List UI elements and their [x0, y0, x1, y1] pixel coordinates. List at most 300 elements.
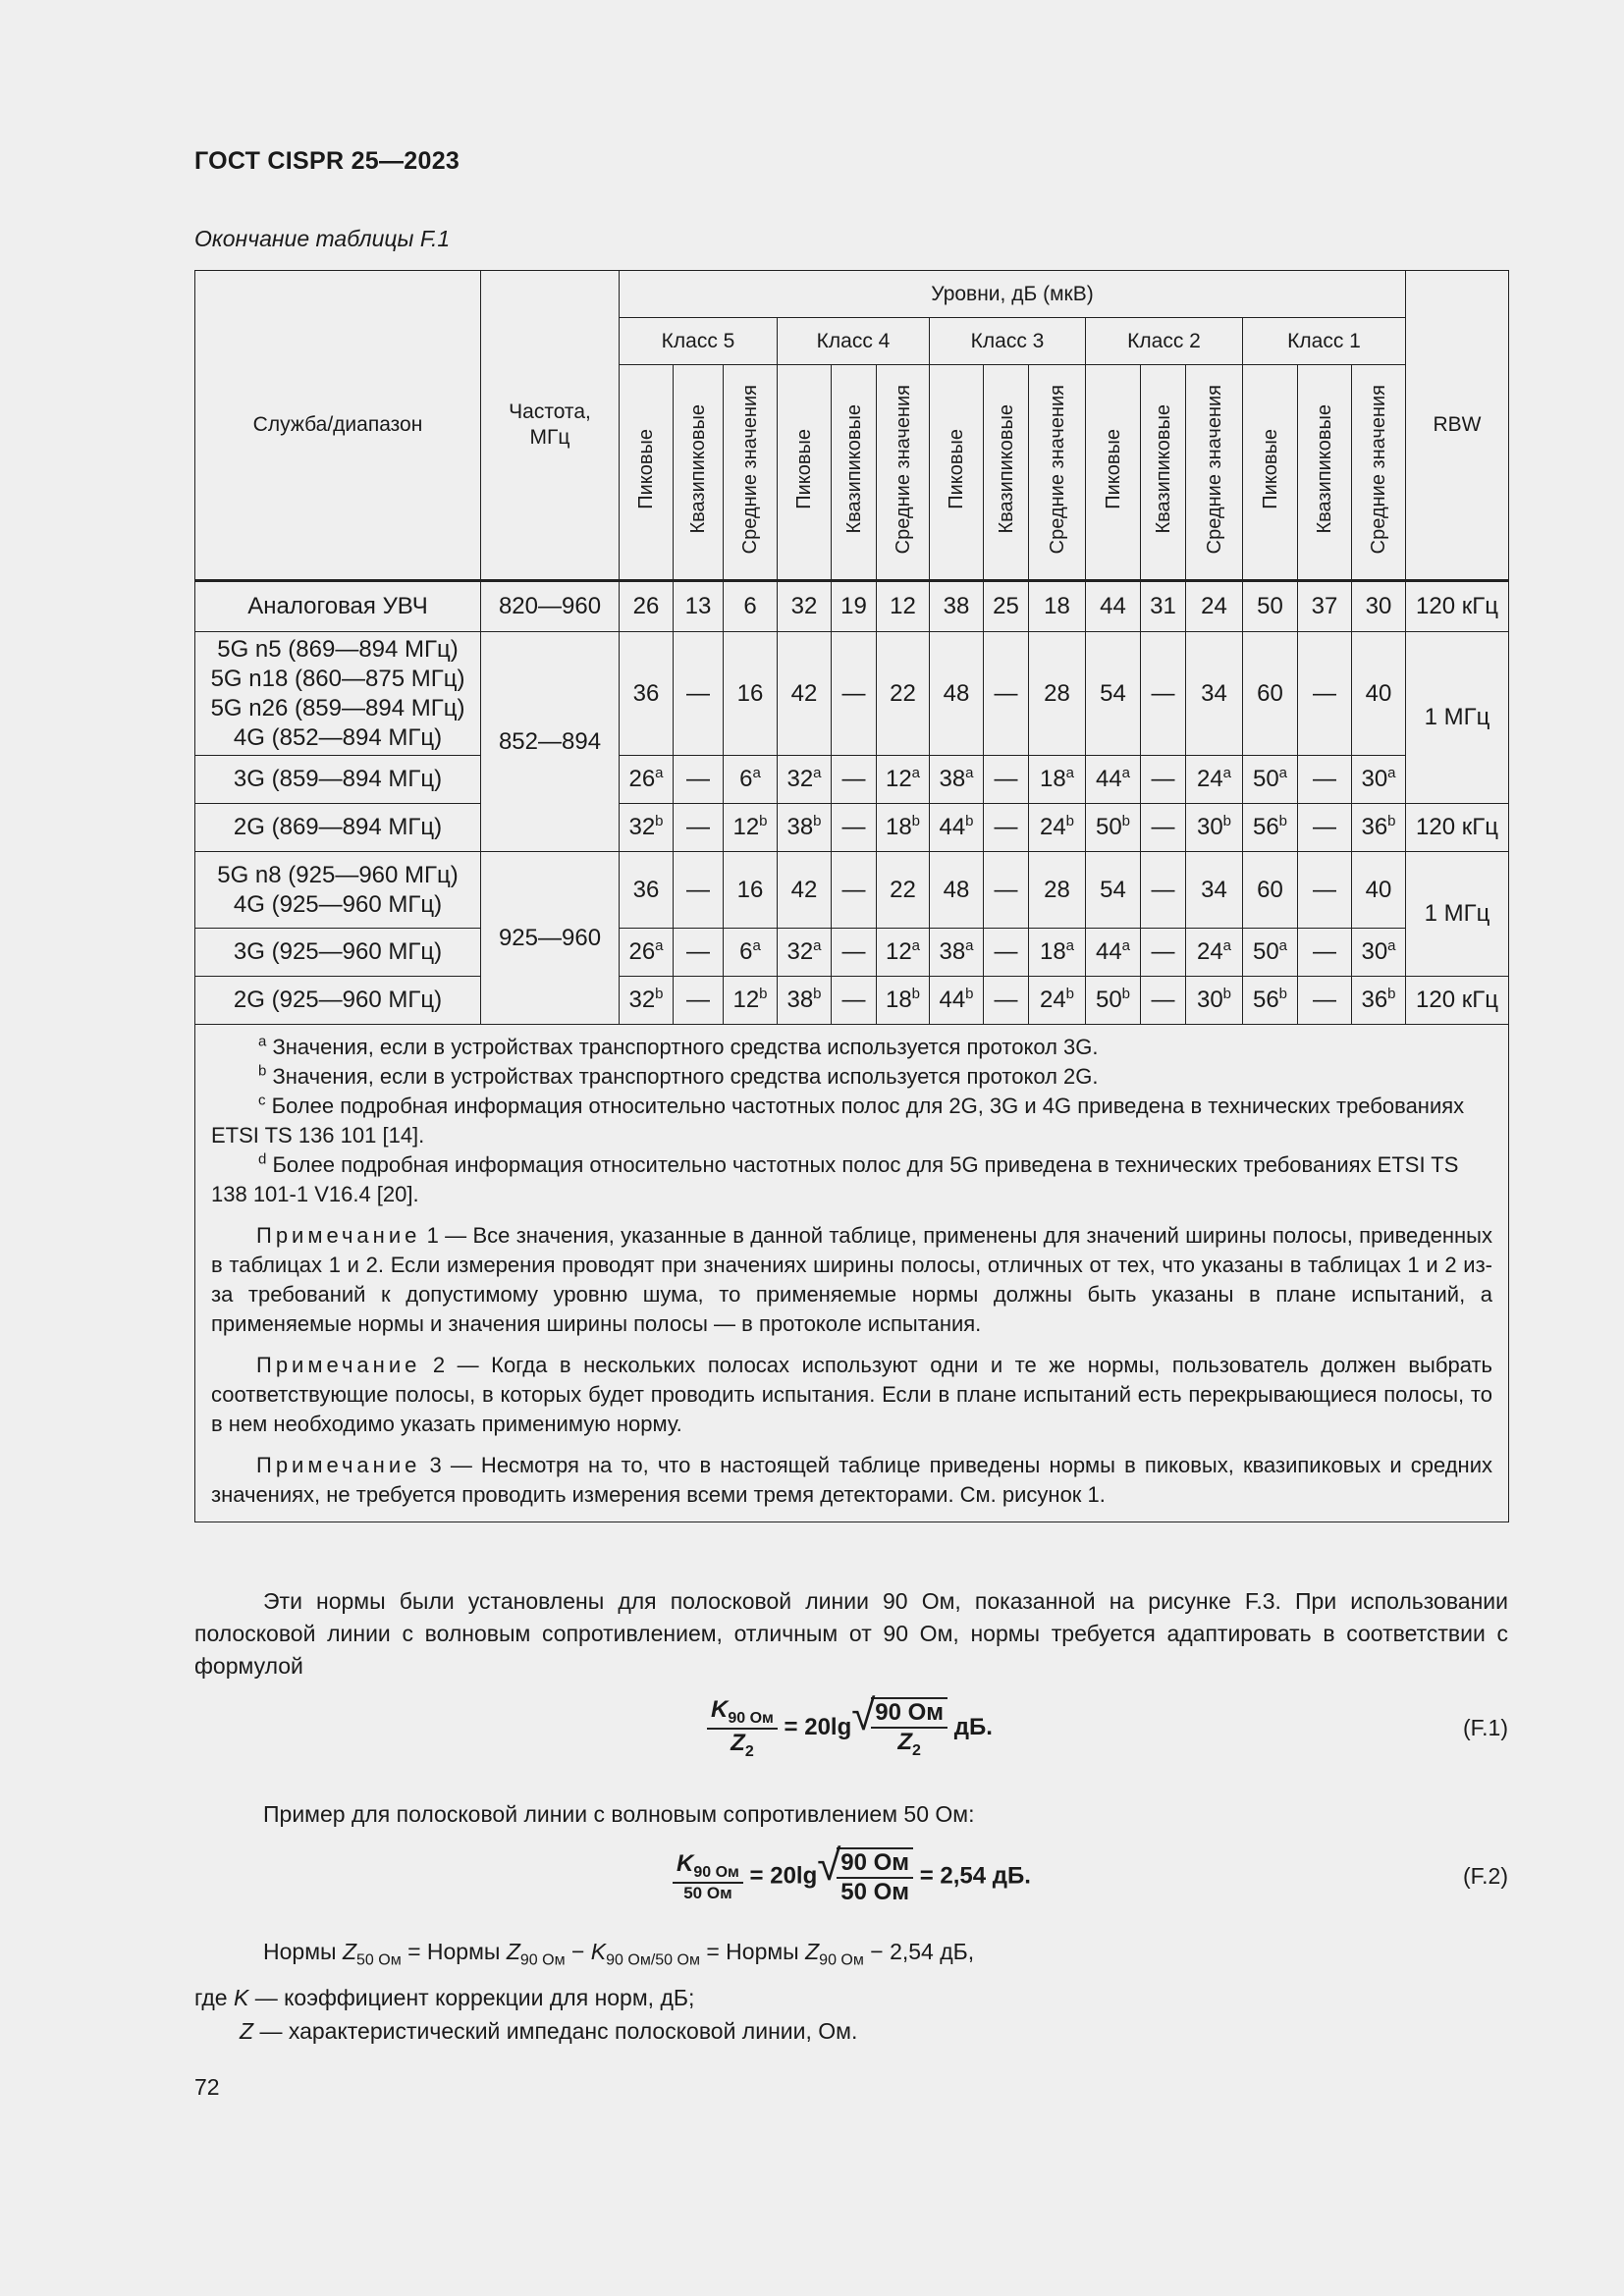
table-caption: Окончание таблицы F.1 — [194, 226, 451, 251]
level-value: 19 — [840, 593, 867, 619]
level-cell — [778, 632, 832, 756]
level-value: — — [686, 679, 710, 707]
level-cell — [1243, 852, 1298, 929]
footnote-d: $^d$ Более подробная информация относительно частотных полос для 5G приведена в технических требованиях ETSI TS 138 101-1 V16.4 [20]. — [211, 1150, 1459, 1206]
level-value: — — [1313, 987, 1336, 1013]
footnote-mark: a — [813, 765, 822, 781]
level-cell — [1186, 852, 1243, 929]
level-value: 50 — [1252, 766, 1279, 792]
detector-header — [620, 365, 674, 581]
level-cell — [832, 632, 877, 756]
level-value: 18 — [1039, 766, 1066, 792]
level-value: 6 — [743, 593, 757, 619]
level-value: 32 — [790, 593, 818, 619]
level-cell — [1243, 581, 1298, 632]
level-value: 24 — [1039, 814, 1066, 840]
service-cell — [195, 929, 481, 977]
detector-header — [1029, 365, 1086, 581]
level-cell — [724, 852, 778, 929]
level-value: — — [994, 938, 1018, 965]
level-cell — [832, 756, 877, 804]
level-value: 30 — [1361, 938, 1388, 965]
detector-header — [724, 365, 778, 581]
level-cell — [832, 581, 877, 632]
footnote-mark: b — [655, 813, 664, 829]
col-header-rbw: RBW — [1406, 271, 1509, 581]
footnote-mark: a — [655, 937, 664, 954]
level-cell — [1086, 852, 1141, 929]
class-header: Класс 5 — [620, 318, 778, 365]
detector-header — [1298, 365, 1352, 581]
level-value: 38 — [786, 987, 814, 1013]
detector-header — [1141, 365, 1186, 581]
level-value: 34 — [1201, 679, 1227, 707]
level-cell — [930, 929, 984, 977]
footnote-a: $^a$ Значения, если в устройствах транспортного средства используется протокол 3G. — [258, 1033, 1099, 1059]
level-cell — [1298, 804, 1352, 852]
formula-f2-lhs: $\frac{K_{90 Ом}}{50 Ом}$ — [673, 1850, 743, 1903]
level-value: 18 — [885, 987, 912, 1013]
detector-header — [930, 365, 984, 581]
level-value: 56 — [1252, 987, 1279, 1013]
rbw-cell: 1 МГц — [1406, 632, 1509, 804]
service-name: 2G (925—960 МГц) — [233, 987, 443, 1013]
level-value: 26 — [628, 938, 656, 965]
footnote-mark: b — [655, 986, 664, 1002]
level-cell — [1243, 632, 1298, 756]
level-value: 60 — [1257, 679, 1283, 707]
level-cell — [1186, 929, 1243, 977]
level-value: — — [1313, 876, 1336, 903]
level-cell — [1243, 977, 1298, 1025]
service-cell — [195, 977, 481, 1025]
level-value: 24 — [1201, 593, 1227, 619]
level-value: 36 — [632, 679, 660, 707]
level-cell — [1141, 929, 1186, 977]
level-cell — [832, 977, 877, 1025]
class-header: Класс 3 — [930, 318, 1086, 365]
level-value: 50 — [1095, 814, 1122, 840]
level-cell — [832, 804, 877, 852]
footnote-mark: a — [965, 937, 974, 954]
level-value: 24 — [1039, 987, 1066, 1013]
level-value: 32 — [628, 814, 656, 840]
level-cell — [832, 929, 877, 977]
level-cell — [1086, 632, 1141, 756]
level-value: — — [1313, 938, 1336, 965]
level-value: — — [686, 876, 710, 903]
footnote-mark: b — [1121, 986, 1131, 1002]
level-value: 48 — [943, 876, 970, 903]
level-value: — — [841, 766, 866, 792]
col-header-freq — [481, 271, 620, 581]
level-value: — — [1151, 679, 1175, 707]
class-header: Класс 2 — [1086, 318, 1243, 365]
level-cell — [1086, 977, 1141, 1025]
level-value: 44 — [1095, 938, 1122, 965]
footnote-mark: b — [965, 986, 974, 1002]
document-header: ГОСТ CISPR 25—2023 — [194, 147, 460, 175]
detector-header — [674, 365, 724, 581]
detector-header — [877, 365, 930, 581]
detector-label: Квазипиковые — [1314, 404, 1335, 534]
rbw-cell: 1 МГц — [1406, 852, 1509, 977]
level-value: — — [841, 938, 866, 965]
level-cell — [1029, 852, 1086, 929]
level-cell — [1352, 852, 1406, 929]
level-value: 13 — [684, 593, 712, 619]
formula-number-f2: (F.2) — [1463, 1863, 1508, 1889]
level-cell — [1086, 804, 1141, 852]
sqrt-symbol: √ $\frac{90 Ом}{50 Ом}$ — [817, 1847, 913, 1906]
formula-f1: $\frac{K_{90 Ом}}{Z_2}$ = 20lg √ $\frac{90 Ом}{Z_2}$ дБ. — [707, 1696, 993, 1761]
formula-f2: $\frac{K_{90 Ом}}{50 Ом}$ = 20lg √ $\frac{90 Ом}{50 Ом}$ = 2,54 дБ. — [673, 1847, 1031, 1906]
level-value: 44 — [1095, 766, 1122, 792]
where-k: где K — коэффициент коррекции для норм, дБ; — [194, 1985, 695, 2010]
level-cell — [1186, 804, 1243, 852]
level-value: — — [841, 987, 866, 1013]
level-cell — [1029, 929, 1086, 977]
level-cell — [1086, 581, 1141, 632]
table-note: Примечание 2 — Когда в нескольких полосах используют одни и те же нормы, пользователь должен выбрать соответствующие полосы, в которых будет проводить испытания. Если в плане испытаний есть перекрывающиеся полосы, то в нем необходимо указать применимую норму. — [211, 1353, 1492, 1436]
level-cell — [1141, 756, 1186, 804]
level-cell — [778, 977, 832, 1025]
level-cell — [877, 804, 930, 852]
level-cell — [674, 804, 724, 852]
rbw-cell: 120 кГц — [1406, 977, 1509, 1025]
level-cell — [832, 852, 877, 929]
level-value: — — [994, 679, 1018, 707]
detector-header — [1352, 365, 1406, 581]
level-cell — [620, 977, 674, 1025]
level-cell — [674, 929, 724, 977]
level-cell — [1141, 632, 1186, 756]
footnote-mark: b — [759, 986, 768, 1002]
level-cell — [620, 756, 674, 804]
level-value: 44 — [1100, 593, 1126, 619]
level-cell — [620, 852, 674, 929]
level-value: — — [686, 987, 710, 1013]
level-value: 38 — [786, 814, 814, 840]
level-cell — [1186, 977, 1243, 1025]
level-value: 32 — [628, 987, 656, 1013]
service-name: 5G n8 (925—960 МГц) — [217, 861, 459, 888]
frequency-cell: 820—960 — [481, 581, 620, 632]
paragraph-text: Пример для полосковой линии с волновым сопротивлением 50 Ом: — [263, 1801, 975, 1827]
level-value: 16 — [736, 876, 764, 903]
service-cell — [195, 581, 481, 632]
table-row — [195, 756, 1509, 804]
level-value: 28 — [1044, 876, 1070, 903]
level-cell — [620, 581, 674, 632]
level-cell — [1086, 929, 1141, 977]
detector-label: Средние значения — [1368, 384, 1389, 555]
level-cell — [1352, 581, 1406, 632]
level-cell — [1243, 929, 1298, 977]
footnote-mark: a — [1222, 765, 1232, 781]
level-cell — [724, 581, 778, 632]
footnote-mark: b — [911, 813, 921, 829]
level-cell — [1243, 756, 1298, 804]
footnote-mark: a — [752, 765, 761, 781]
level-cell — [724, 929, 778, 977]
body-paragraph-1 — [194, 1585, 1508, 1682]
footnote-mark: a — [1278, 765, 1288, 781]
detector-label: Средние значения — [1203, 384, 1225, 555]
level-value: 12 — [890, 593, 916, 619]
footnote-mark: a — [1121, 765, 1131, 781]
level-value: 30 — [1361, 766, 1388, 792]
level-value: 24 — [1196, 766, 1223, 792]
footnote-mark: b — [1278, 986, 1288, 1002]
footnote-mark: b — [965, 813, 974, 829]
level-value: 12 — [885, 766, 912, 792]
class-header: Класс 1 — [1243, 318, 1406, 365]
level-value: — — [994, 766, 1018, 792]
where-z: Z — характеристический импеданс полосковой линии, Ом. — [240, 2018, 858, 2044]
footnote-mark: a — [1387, 937, 1396, 954]
level-cell — [930, 977, 984, 1025]
level-value: 25 — [993, 593, 1019, 619]
level-value: 54 — [1100, 876, 1126, 903]
body-paragraph-2 — [194, 1798, 1508, 1831]
detector-header — [1086, 365, 1141, 581]
level-value: 18 — [885, 814, 912, 840]
level-cell — [674, 581, 724, 632]
footnote-mark: a — [965, 765, 974, 781]
footnote-mark: b — [1121, 813, 1131, 829]
class-header: Класс 4 — [778, 318, 930, 365]
level-value: — — [841, 679, 866, 707]
rbw-cell: 120 кГц — [1406, 581, 1509, 632]
level-value: — — [841, 876, 866, 903]
detector-label: Средние значения — [892, 384, 914, 555]
level-value: 32 — [786, 766, 814, 792]
level-cell — [984, 929, 1029, 977]
level-value: — — [994, 876, 1018, 903]
level-cell — [1298, 977, 1352, 1025]
detector-header — [1186, 365, 1243, 581]
level-cell — [1352, 929, 1406, 977]
footnote-mark: a — [911, 765, 921, 781]
table-row — [195, 581, 1509, 632]
level-value: 38 — [943, 593, 970, 619]
level-cell — [674, 756, 724, 804]
level-value: 30 — [1365, 593, 1392, 619]
footnote-mark: a — [1387, 765, 1396, 781]
footnote-mark: b — [1387, 813, 1396, 829]
level-cell — [778, 804, 832, 852]
level-cell — [620, 632, 674, 756]
notes-cell — [195, 1025, 1509, 1522]
level-cell — [724, 977, 778, 1025]
level-value: — — [686, 814, 710, 840]
level-cell — [1141, 804, 1186, 852]
detector-label: Квазипиковые — [995, 404, 1017, 534]
level-value: 50 — [1257, 593, 1283, 619]
table-row — [195, 929, 1509, 977]
detector-label: Пиковые — [946, 429, 967, 509]
formula-f1-lhs: $\frac{K_{90 Ом}}{Z_2}$ — [707, 1696, 778, 1761]
detector-header — [984, 365, 1029, 581]
level-value: 24 — [1196, 938, 1223, 965]
level-value: 22 — [890, 876, 916, 903]
limits-table — [194, 270, 1509, 1522]
level-cell — [1029, 756, 1086, 804]
level-cell — [1298, 581, 1352, 632]
level-value: 56 — [1252, 814, 1279, 840]
level-cell — [930, 756, 984, 804]
level-value: 36 — [632, 876, 660, 903]
level-cell — [877, 852, 930, 929]
level-value: 30 — [1196, 814, 1223, 840]
level-cell — [620, 929, 674, 977]
level-value: 44 — [939, 987, 966, 1013]
level-cell — [1186, 756, 1243, 804]
detector-header — [832, 365, 877, 581]
level-cell — [778, 852, 832, 929]
detector-label: Квазипиковые — [1152, 404, 1174, 534]
level-cell — [1186, 632, 1243, 756]
level-cell — [778, 756, 832, 804]
level-cell — [1352, 632, 1406, 756]
level-cell — [1029, 632, 1086, 756]
sqrt-symbol: √ $\frac{90 Ом}{Z_2}$ — [851, 1697, 947, 1760]
level-cell — [877, 632, 930, 756]
level-cell — [877, 756, 930, 804]
norms-equation: Нормы $Z_{50 Ом}$ = Нормы $Z_{90 Ом} - K_{90 Ом/50 Ом}$ = Нормы $Z_{90 Ом} - 2,54$ дБ, — [263, 1939, 975, 1969]
level-cell — [930, 804, 984, 852]
service-name: 3G (925—960 МГц) — [233, 938, 443, 965]
level-value: — — [1313, 679, 1336, 707]
level-value: 38 — [939, 938, 966, 965]
detector-label: Квазипиковые — [842, 404, 865, 534]
level-cell — [984, 977, 1029, 1025]
level-value: 18 — [1039, 938, 1066, 965]
level-value: 42 — [790, 876, 818, 903]
level-value: 16 — [736, 679, 764, 707]
service-name: 5G n26 (859—894 МГц) — [210, 694, 465, 721]
level-value: 28 — [1044, 679, 1070, 707]
level-cell — [1141, 977, 1186, 1025]
level-value: 60 — [1257, 876, 1283, 903]
level-value: 50 — [1095, 987, 1122, 1013]
level-cell — [1298, 756, 1352, 804]
service-cell — [195, 852, 481, 929]
service-name: 5G n18 (860—875 МГц) — [210, 665, 465, 692]
footnote-mark: a — [911, 937, 921, 954]
rbw-cell: 120 кГц — [1406, 804, 1509, 852]
level-cell — [984, 804, 1029, 852]
level-value: 40 — [1365, 876, 1392, 903]
level-value: — — [686, 766, 710, 792]
level-value: 38 — [939, 766, 966, 792]
level-cell — [1298, 929, 1352, 977]
level-cell — [674, 852, 724, 929]
level-cell — [1352, 977, 1406, 1025]
level-value: — — [686, 938, 710, 965]
level-value: 12 — [732, 814, 760, 840]
formula-number-f1: (F.1) — [1463, 1715, 1508, 1740]
level-cell — [724, 756, 778, 804]
level-cell — [930, 852, 984, 929]
detector-label: Пиковые — [635, 429, 657, 509]
footnote-mark: a — [1065, 937, 1075, 954]
level-cell — [984, 632, 1029, 756]
footnote-mark: a — [752, 937, 761, 954]
level-value: 34 — [1201, 876, 1227, 903]
footnote-mark: a — [813, 937, 822, 954]
level-value: 6 — [739, 938, 753, 965]
level-cell — [984, 581, 1029, 632]
level-cell — [1029, 804, 1086, 852]
footnote-mark: a — [1065, 765, 1075, 781]
level-cell — [1029, 581, 1086, 632]
detector-label: Средние значения — [739, 384, 761, 555]
service-cell — [195, 632, 481, 756]
footnote-mark: a — [1121, 937, 1131, 954]
footnote-mark: a — [655, 765, 664, 781]
level-cell — [778, 929, 832, 977]
footnote-mark: b — [1222, 986, 1232, 1002]
level-value: — — [994, 987, 1018, 1013]
footnote-mark: b — [911, 986, 921, 1002]
frequency-cell: 852—894 — [481, 632, 620, 852]
level-value: — — [1151, 876, 1175, 903]
level-cell — [724, 632, 778, 756]
level-value: — — [1151, 814, 1175, 840]
footnote-mark: b — [1065, 813, 1075, 829]
service-name: 4G (852—894 МГц) — [233, 723, 443, 751]
level-value: 48 — [943, 679, 970, 707]
level-value: 31 — [1150, 593, 1176, 619]
table-row — [195, 632, 1509, 756]
service-name: 3G (859—894 МГц) — [233, 766, 443, 792]
level-value: 40 — [1365, 679, 1392, 707]
frequency-cell: 925—960 — [481, 852, 620, 1025]
detector-header — [778, 365, 832, 581]
level-value: — — [994, 814, 1018, 840]
footnote-mark: b — [1222, 813, 1232, 829]
footnote-mark: b — [759, 813, 768, 829]
detector-label: Средние значения — [1046, 384, 1068, 555]
footnote-mark: a — [1278, 937, 1288, 954]
level-value: 18 — [1044, 593, 1070, 619]
level-cell — [674, 977, 724, 1025]
level-cell — [877, 581, 930, 632]
level-value: 22 — [890, 679, 916, 707]
level-value: 42 — [790, 679, 818, 707]
footnote-mark: b — [1278, 813, 1288, 829]
level-cell — [1298, 632, 1352, 756]
level-cell — [1243, 804, 1298, 852]
level-cell — [930, 632, 984, 756]
level-cell — [1141, 852, 1186, 929]
level-cell — [1141, 581, 1186, 632]
level-cell — [877, 929, 930, 977]
level-value: 12 — [885, 938, 912, 965]
level-cell — [724, 804, 778, 852]
level-value: 54 — [1100, 679, 1126, 707]
footnote-mark: b — [813, 986, 822, 1002]
paragraph-text: Эти нормы были установлены для полосковой линии 90 Ом, показанной на рисунке F.3. При использовании полосковой линии с волновым сопротивлением, отличным от 90 Ом, нормы требуется адаптировать в соответствии с формулой — [194, 1588, 1508, 1679]
detector-label: Пиковые — [793, 429, 815, 509]
level-cell — [984, 756, 1029, 804]
footnote-mark: b — [1065, 986, 1075, 1002]
level-value: 12 — [732, 987, 760, 1013]
level-value: 36 — [1361, 987, 1388, 1013]
level-value: 6 — [739, 766, 753, 792]
